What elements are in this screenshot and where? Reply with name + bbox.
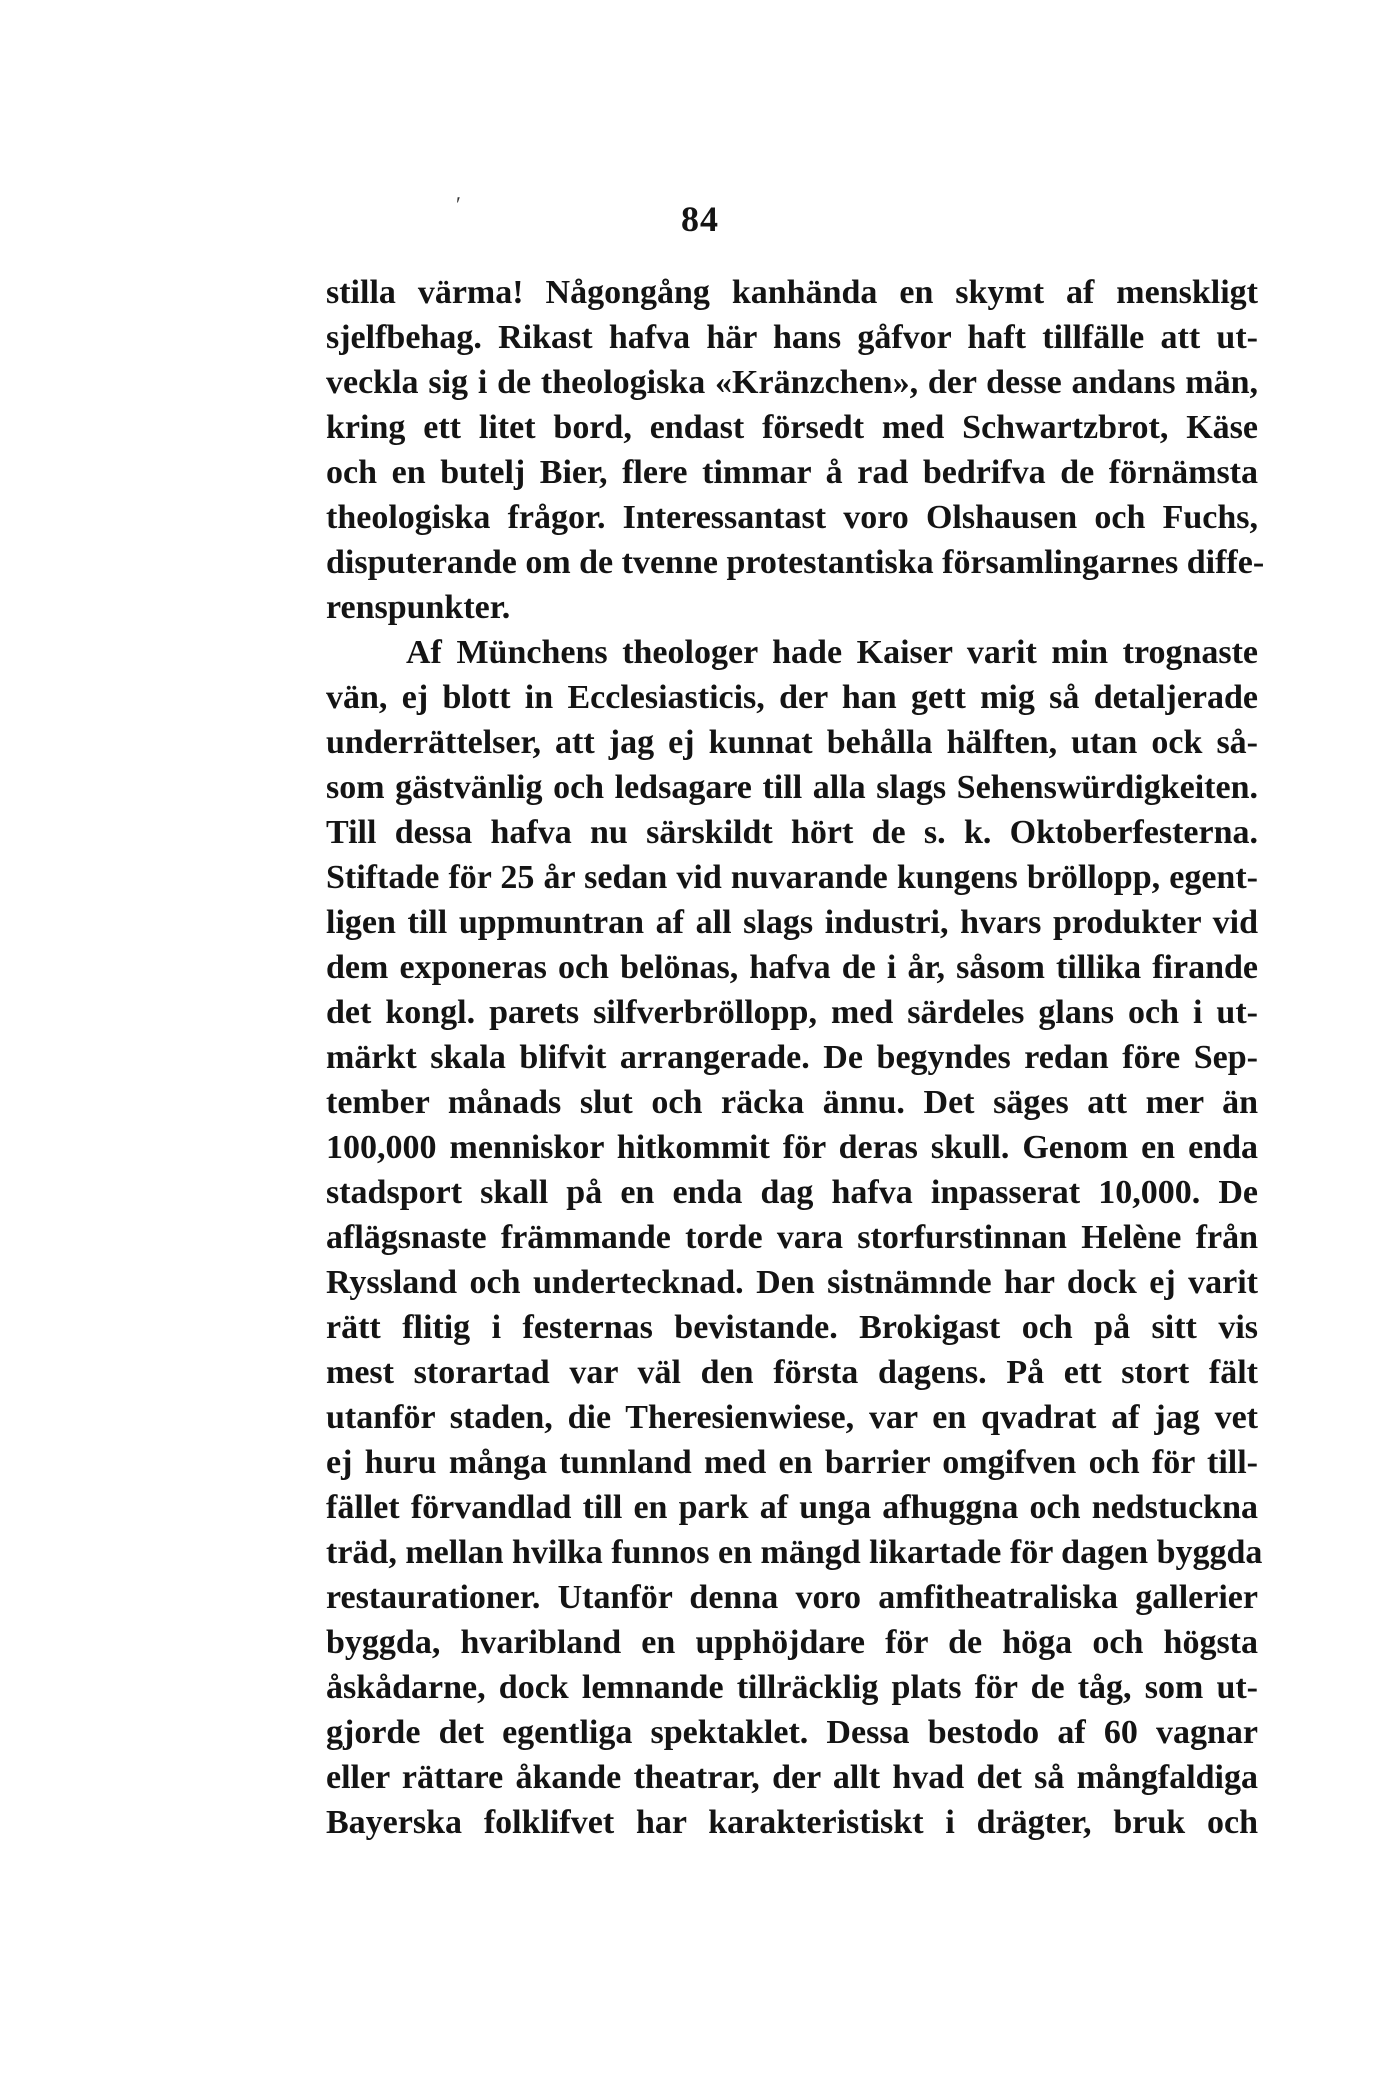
text-line: vän, ej blott in Ecclesiasticis, der han gett mig så detaljerade xyxy=(326,679,1258,716)
text-line: utanför staden, die Theresienwiese, var en qvadrat af jag vet xyxy=(326,1399,1258,1436)
page-number: 84 xyxy=(681,199,719,239)
text-line: stilla värma! Någongång kanhända en skymt af menskligt xyxy=(326,274,1258,311)
text-line: mest storartad var väl den första dagens. På ett stort fält xyxy=(326,1354,1258,1391)
text-line: tember månads slut och räcka ännu. Det säges att mer än xyxy=(326,1084,1258,1121)
text-line: dem exponeras och belönas, hafva de i år, såsom tillika firande xyxy=(326,949,1258,986)
text-line: Stiftade för 25 år sedan vid nuvarande kungens bröllopp, egent- xyxy=(326,859,1258,896)
text-line: rätt flitig i festernas bevistande. Brokigast och på sitt vis xyxy=(326,1309,1258,1346)
text-line: eller rättare åkande theatrar, der allt hvad det så mångfaldiga xyxy=(326,1759,1258,1796)
text-line: fället förvandlad till en park af unga afhuggna och nedstuckna xyxy=(326,1489,1258,1526)
text-line: det kongl. parets silfverbröllopp, med särdeles glans och i ut- xyxy=(326,994,1258,1031)
text-line: byggda, hvaribland en upphöjdare för de höga och högsta xyxy=(326,1624,1258,1661)
text-line: 100,000 menniskor hitkommit för deras skull. Genom en enda xyxy=(326,1129,1258,1166)
text-line: Till dessa hafva nu särskildt hört de s. k. Oktoberfesterna. xyxy=(326,814,1258,851)
text-line: stadsport skall på en enda dag hafva inpasserat 10,000. De xyxy=(326,1174,1258,1211)
text-line: ligen till uppmuntran af all slags industri, hvars produkter vid xyxy=(326,904,1258,941)
text-line: aflägsnaste främmande torde vara storfurstinnan Helène från xyxy=(326,1219,1258,1256)
text-line: Ryssland och undertecknad. Den sistnämnde har dock ej varit xyxy=(326,1264,1258,1301)
text-line: gjorde det egentliga spektaklet. Dessa bestodo af 60 vagnar xyxy=(326,1714,1258,1751)
text-line: underrättelser, att jag ej kunnat behålla hälften, utan ock så- xyxy=(326,724,1258,761)
text-line: och en butelj Bier, flere timmar å rad bedrifva de förnämsta xyxy=(326,454,1258,491)
text-line: åskådarne, dock lemnande tillräcklig plats för de tåg, som ut- xyxy=(326,1669,1258,1706)
text-line: som gästvänlig och ledsagare till alla slags Sehenswürdigkeiten. xyxy=(326,769,1258,806)
text-line: kring ett litet bord, endast försedt med Schwartzbrot, Käse xyxy=(326,409,1258,446)
text-line: träd, mellan hvilka funnos en mängd likartade för dagen byggda xyxy=(326,1534,1263,1571)
text-line: veckla sig i de theologiska «Kränzchen», der desse andans män, xyxy=(326,364,1258,401)
text-line: restaurationer. Utanför denna voro amfitheatraliska gallerier xyxy=(326,1579,1258,1616)
text-line: sjelfbehag. Rikast hafva här hans gåfvor haft tillfälle att ut- xyxy=(326,319,1258,356)
stray-ink-mark: ʹ xyxy=(456,192,461,217)
paragraph-start-line: Af Münchens theologer hade Kaiser varit min trognaste xyxy=(406,634,1258,671)
text-line: disputerande om de tvenne protestantiska församlingarnes diffe- xyxy=(326,544,1265,581)
text-line: renspunkter. xyxy=(326,589,511,626)
text-line: ej huru många tunnland med en barrier omgifven och för till- xyxy=(326,1444,1258,1481)
text-line: Bayerska folklifvet har karakteristiskt i drägter, bruk och xyxy=(326,1804,1258,1841)
text-line: märkt skala blifvit arrangerade. De begyndes redan före Sep- xyxy=(326,1039,1258,1076)
body-text xyxy=(326,270,1265,1845)
text-line: theologiska frågor. Interessantast voro Olshausen och Fuchs, xyxy=(326,499,1258,536)
